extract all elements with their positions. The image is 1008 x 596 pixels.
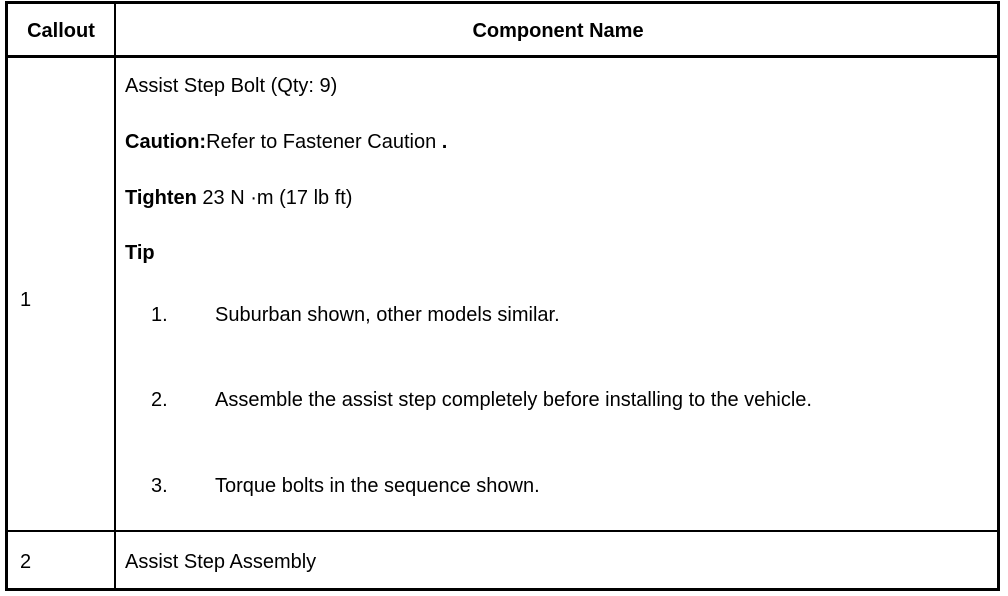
- tighten-label: Tighten: [125, 187, 197, 209]
- row-1-callout: 1: [20, 289, 32, 311]
- header-divider: [8, 55, 997, 58]
- tip-1-number: 1.: [151, 304, 168, 326]
- row-1-component-name: Assist Step Bolt (Qty: 9): [125, 75, 338, 97]
- caution-line: [125, 130, 447, 154]
- header-component-name: Component Name: [472, 20, 644, 42]
- tip-3-number: 3.: [151, 475, 168, 497]
- row-divider: [8, 530, 997, 532]
- row-2-callout: 2: [20, 551, 32, 573]
- tip-2-text: Assemble the assist step completely before installing to the vehicle.: [215, 389, 812, 411]
- caution-text: Refer to Fastener Caution: [206, 131, 437, 153]
- tighten-spec: 23 N ·m (17 lb ft): [202, 187, 353, 209]
- tip-1-text: Suburban shown, other models similar.: [215, 304, 560, 326]
- header-callout: Callout: [27, 20, 95, 42]
- tip-2-number: 2.: [151, 389, 168, 411]
- tip-label: Tip: [125, 242, 155, 264]
- caution-period: .: [441, 131, 448, 153]
- component-table: [5, 1, 1000, 591]
- tip-3-text: Torque bolts in the sequence shown.: [215, 475, 540, 497]
- row-2-component-name: Assist Step Assembly: [125, 551, 317, 573]
- tighten-line: [125, 186, 352, 210]
- caution-label: Caution:: [125, 131, 207, 153]
- column-divider: [114, 4, 116, 588]
